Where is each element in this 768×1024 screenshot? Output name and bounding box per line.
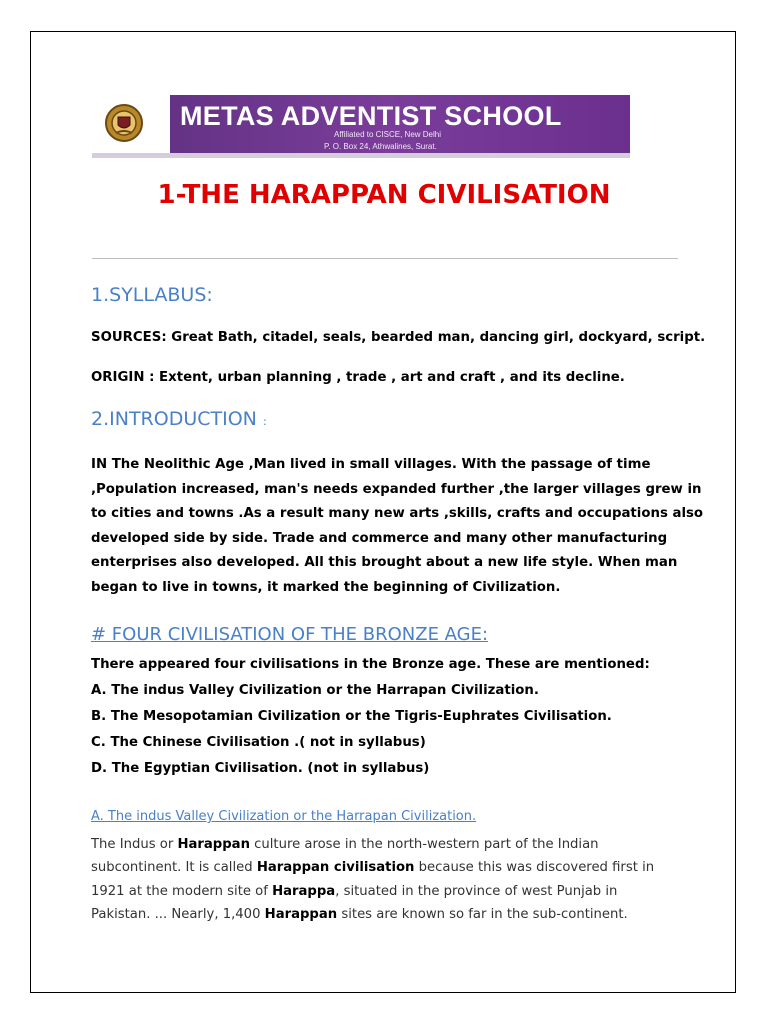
intro-line: to cities and towns .As a result many new arts ,skills, crafts and occupations also — [91, 506, 704, 522]
syllabus-sources: SOURCES: Great Bath, citadel, seals, bearded man, dancing girl, dockyard, script. — [91, 330, 706, 345]
indus-line — [91, 880, 654, 903]
indus-line-bold: Harappan — [264, 906, 338, 922]
indus-line-text: The Indus or — [91, 837, 178, 852]
indus-section-heading: A. The indus Valley Civilization or the Harrapan Civilization. — [91, 809, 477, 824]
syllabus-heading: 1.SYLLABUS: — [91, 284, 213, 306]
introduction-heading-suffix: : — [262, 415, 267, 428]
intro-line: IN The Neolithic Age ,Man lived in small villages. With the passage of time — [91, 457, 651, 472]
indus-line-text: culture arose in the north-western part of the Indian — [249, 837, 599, 852]
indus-line-text: subcontinent. It is called — [91, 860, 257, 876]
logo-area — [92, 95, 170, 153]
school-emblem-icon — [104, 103, 144, 143]
civilisation-item: C. The Chinese Civilisation .( not in syllabus) — [91, 735, 426, 750]
indus-line-text: 1921 at the modern site of — [91, 883, 273, 899]
indus-line-text: , situated in the province of west Punjab in — [335, 883, 618, 899]
intro-line: enterprises also developed. All this brought about a new life style. When man — [91, 555, 678, 571]
civilisation-item: D. The Egyptian Civilisation. (not in syllabus) — [91, 761, 430, 776]
school-banner — [92, 95, 630, 158]
introduction-heading-text: 2.INTRODUCTION — [91, 408, 257, 430]
indus-line-bold: Harappan civilisation — [256, 860, 415, 876]
document-title: 1-THE HARAPPAN CIVILISATION — [157, 180, 611, 210]
introduction-paragraph — [91, 453, 703, 601]
four-civilisations-intro: There appeared four civilisations in the Bronze age. These are mentioned: — [91, 657, 650, 672]
four-civilisations-heading: # FOUR CIVILISATION OF THE BRONZE AGE: — [91, 624, 489, 645]
school-affiliation: Affiliated to CISCE, New Delhi — [334, 130, 442, 139]
intro-line: began to live in towns, it marked the beginning of Civilization. — [91, 579, 561, 595]
indus-line-bold: Harappan — [177, 837, 250, 852]
indus-line-text: because this was discovered first in — [414, 860, 655, 876]
indus-line-bold: Harappa — [272, 883, 336, 899]
civilisation-item: B. The Mesopotamian Civilization or the Tigris-Euphrates Civilisation. — [91, 709, 612, 724]
horizontal-rule — [92, 258, 678, 259]
indus-line-text: Pakistan. ... Nearly, 1,400 — [91, 906, 265, 922]
civilisation-item: A. The indus Valley Civilization or the Harrapan Civilization. — [91, 683, 539, 698]
school-name: METAS ADVENTIST SCHOOL — [180, 101, 562, 131]
intro-line: ,Population increased, man's needs expanded further ,the larger villages grew in — [91, 481, 702, 497]
indus-line-text: sites are known so far in the sub-continent. — [337, 906, 628, 922]
syllabus-origin: ORIGIN : Extent, urban planning , trade , art and craft , and its decline. — [91, 370, 625, 385]
school-address: P. O. Box 24, Athwalines, Surat. — [324, 142, 437, 151]
intro-line: developed side by side. Trade and commerce and many other manufacturing — [91, 530, 668, 546]
indus-line — [91, 833, 654, 856]
introduction-heading — [91, 408, 267, 430]
indus-line — [91, 856, 654, 879]
indus-section-body — [91, 833, 654, 926]
indus-line — [91, 903, 654, 926]
